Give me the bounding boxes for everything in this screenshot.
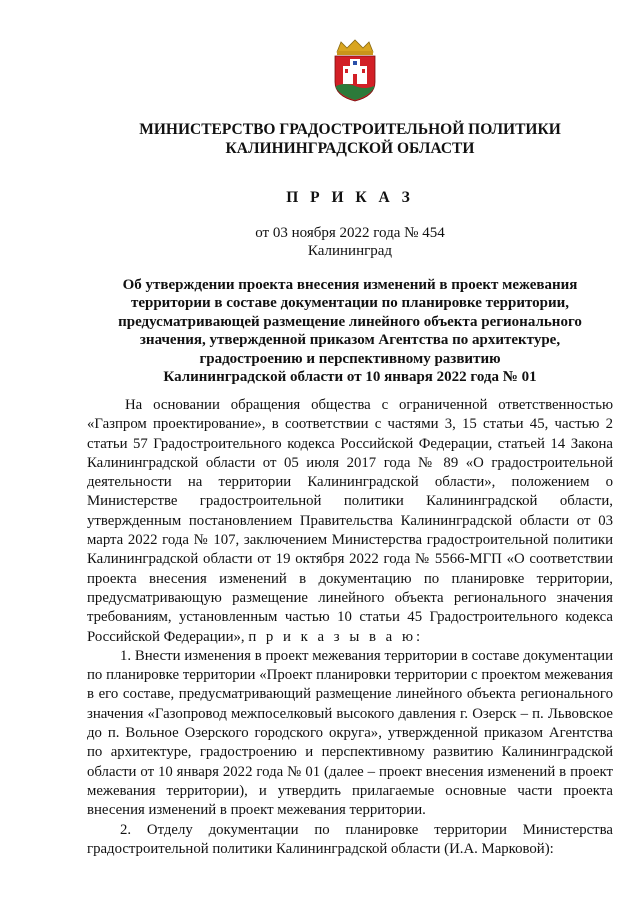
- ministry-title: [60, 120, 640, 158]
- subject-line: Калининградской области от 10 января 2022 года № 01: [163, 369, 537, 386]
- ministry-title-line1: МИНИСТЕРСТВО ГРАДОСТРОИТЕЛЬНОЙ ПОЛИТИКИ: [139, 121, 561, 138]
- date-block: [60, 224, 640, 260]
- ministry-title-line2: КАЛИНИНГРАДСКОЙ ОБЛАСТИ: [225, 140, 475, 157]
- order-item-1: 1. Внести изменения в проект межевания территории в составе документации по планировке территории «Проект планировки территории с проектом межевания в его составе, предусматривающий размещение линейного объекта регионального значения «Газопровод межпоселковый высокого давления г. Озерск – п. Львовское до п. Вольное Озерского городского округа», утвержденной приказом Агентства по архитектуре, градостроению и перспективному развитию Калининградской области от 10 января 2022 года № 01 (далее – проект внесения изменений в проект межевания территории), и утвердить прилагаемые основные части проекта внесения изменений в проект межевания территории.: [87, 647, 613, 819]
- subject-line: градостроению и перспективному развитию: [199, 350, 501, 367]
- subject-line: предусматривающей размещение линейного объекта регионального: [118, 313, 582, 330]
- document-body: [87, 396, 613, 859]
- preamble-paragraph: [87, 396, 613, 647]
- date-number: от 03 ноября 2022 года № 454: [255, 225, 445, 241]
- preamble-text: На основании обращения общества с ограниченной ответственностью «Газпром проектирование», в соответствии с частями 3, 15 статьи 45, частью 2 статьи 57 Градостроительного кодекса Российской Федерации, статьей 14 Закона Калининградской области от 05 июля 2017 года № 89 «О градостроительной деятельности на территории Калининградской области», положением о Министерстве градостроительной политики Калининградской области, утвержденным постановлением Правительства Калининградской области от 03 марта 2022 года № 107, заключением Министерства градостроительной политики Калининградской области от 19 октября 2022 года № 5566-МГП «О соответствии проекта внесения изменений в документацию по планировке территории, предусматривающую размещение линейного объекта регионального значения требованиям, установленным частью 10 статьи 45 Градостроительного кодекса Российской Федерации»,: [87, 397, 613, 645]
- order-word: п р и к а з ы в а ю:: [248, 628, 424, 645]
- city-name: Калининград: [307, 243, 393, 259]
- kaliningrad-coat-of-arms-icon: [329, 38, 381, 102]
- document-type: П Р И К А З: [286, 189, 414, 206]
- order-item-2: 2. Отделу документации по планировке территории Министерства градостроительной политики Калининградской области (И.А. Марковой):: [87, 821, 613, 857]
- subject-line: Об утверждении проекта внесения изменений в проект межевания: [122, 277, 578, 293]
- subject-line: территории в составе документации по планировке территории,: [130, 295, 570, 312]
- subject-line: значения, утвержденной приказом Агентства по архитектуре,: [139, 332, 561, 349]
- order-subject: [86, 276, 614, 386]
